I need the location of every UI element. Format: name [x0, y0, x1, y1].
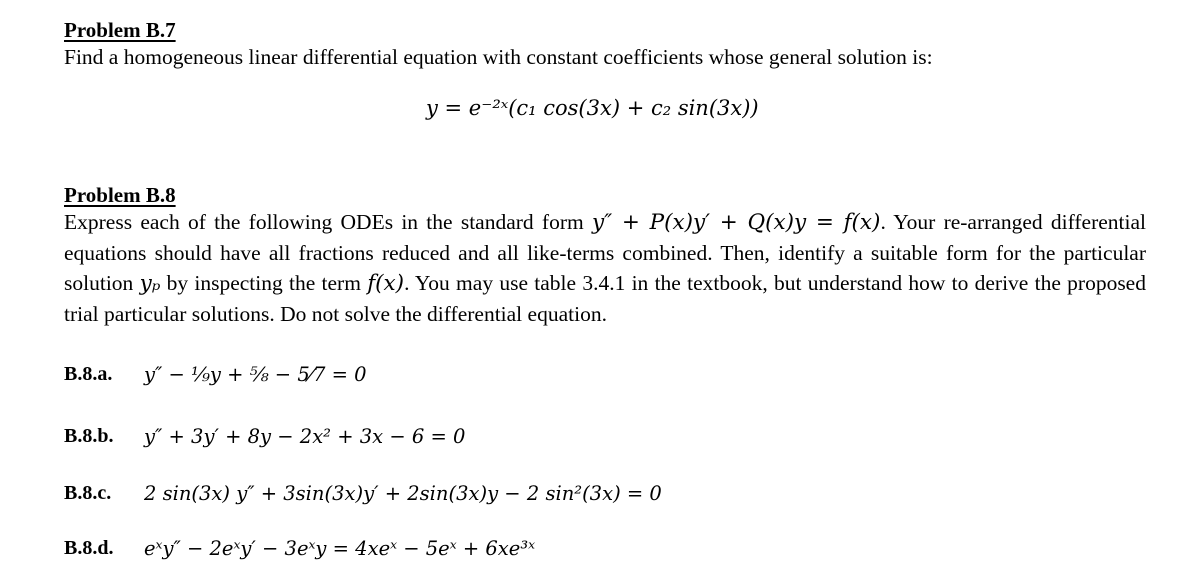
item-label: B.8.d. — [64, 536, 114, 559]
item-equation: y″ + 3y′ + 8y − 2x² + 3x − 6 = 0 — [144, 424, 466, 448]
problem-b8-text-part-3: by inspecting the term — [160, 271, 368, 295]
item-equation: eˣy″ − 2eˣy′ − 3eˣy = 4xeˣ − 5eˣ + 6xe³ˣ — [144, 536, 536, 560]
problem-b8-text-part-4: . You may use table 3.4.1 in the textbook, but understand how to derive the proposed trial particular solutions. Do not solve the differential equation. — [64, 271, 1146, 326]
fx-symbol: f(x) — [367, 271, 405, 296]
problem-b8-text — [64, 207, 1146, 329]
standard-form-equation: y″ + P(x)y′ + Q(x)y = f(x) — [591, 210, 881, 235]
problem-b8-text-part-1: Express each of the following ODEs in the standard form — [64, 210, 592, 234]
item-label: B.8.a. — [64, 362, 113, 385]
item-label: B.8.b. — [64, 424, 114, 447]
item-label: B.8.c. — [64, 481, 112, 504]
problem-b8-text-part-2: . Your re-arranged differential equations should have all fractions reduced and all like-terms combined. Then, identify a suitable form for the particular solution — [64, 210, 1146, 295]
item-b8b — [64, 420, 465, 452]
problem-b7-heading: Problem B.7 — [64, 18, 176, 42]
item-equation: y″ − ⅑y + ⅝ − 5⁄7 = 0 — [144, 362, 367, 386]
yp-symbol: yₚ — [139, 271, 161, 296]
item-b8c — [64, 477, 662, 509]
problem-b7-equation: y = e⁻²ˣ(c₁ cos(3x) + c₂ sin(3x)) — [426, 96, 759, 120]
item-b8a — [64, 358, 367, 390]
item-b8d — [64, 532, 535, 564]
item-equation: 2 sin(3x) y″ + 3sin(3x)y′ + 2sin(3x)y − 2 sin²(3x) = 0 — [144, 481, 662, 505]
problem-b8-heading: Problem B.8 — [64, 183, 176, 207]
problem-b7-text: Find a homogeneous linear differential equation with constant coefficients whose general solution is: — [64, 45, 933, 69]
